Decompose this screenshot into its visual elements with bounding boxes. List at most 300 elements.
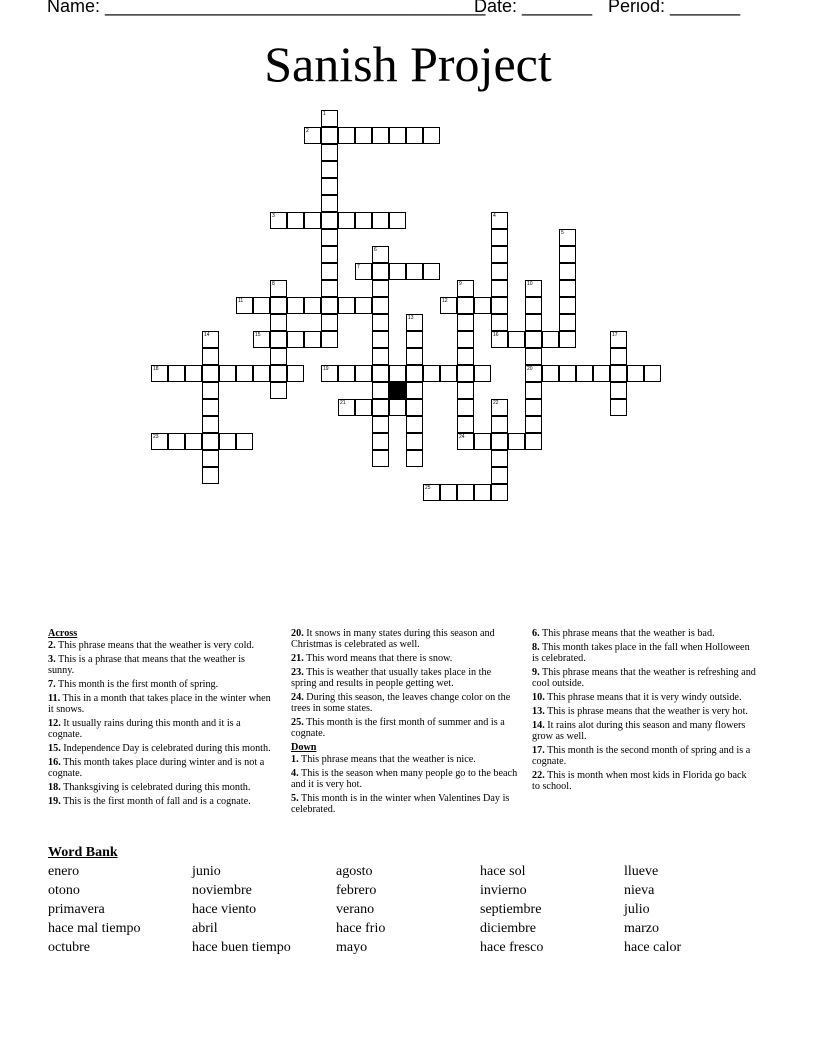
grid-cell[interactable] <box>491 399 508 416</box>
clue-text: This phrase means that the weather is bad. <box>542 628 715 639</box>
clue-number: 2. <box>48 640 56 651</box>
grid-cell[interactable] <box>338 365 355 382</box>
clue-number: 8 <box>272 281 275 287</box>
clue-text: This month is the first month of spring. <box>58 679 219 690</box>
down-clue <box>532 692 756 703</box>
grid-cell[interactable] <box>287 297 304 314</box>
down-clue <box>532 706 756 717</box>
grid-cell[interactable] <box>321 212 338 229</box>
clue-number: 19 <box>323 366 329 372</box>
grid-cell[interactable] <box>270 314 287 331</box>
black-cell <box>389 382 406 399</box>
grid-cell[interactable] <box>321 161 338 178</box>
grid-cell[interactable] <box>389 399 406 416</box>
grid-cell[interactable] <box>508 433 525 450</box>
grid-cell[interactable] <box>559 365 576 382</box>
grid-cell[interactable] <box>355 365 372 382</box>
grid-cell[interactable] <box>372 280 389 297</box>
grid-cell[interactable] <box>372 382 389 399</box>
grid-cell[interactable] <box>491 280 508 297</box>
grid-cell[interactable] <box>610 399 627 416</box>
clue-text: This phrase means that it is very windy outside. <box>547 692 742 703</box>
clue-number: 6 <box>374 247 377 253</box>
grid-cell[interactable] <box>610 331 627 348</box>
word-bank-row <box>48 940 768 959</box>
grid-cell[interactable] <box>270 365 287 382</box>
grid-cell[interactable] <box>457 365 474 382</box>
grid-cell[interactable] <box>491 416 508 433</box>
across-clue <box>48 743 273 754</box>
clue-number: 12 <box>442 298 448 304</box>
clue-number: 15. <box>48 743 61 754</box>
grid-cell[interactable] <box>270 297 287 314</box>
clue-number: 16 <box>493 332 499 338</box>
word-bank-word: otono <box>48 883 80 898</box>
grid-cell[interactable] <box>321 365 338 382</box>
clue-number: 7 <box>357 264 360 270</box>
clue-text: Independence Day is celebrated during this month. <box>63 743 271 754</box>
grid-cell[interactable] <box>406 365 423 382</box>
clue-number: 16. <box>48 757 61 768</box>
grid-cell[interactable] <box>372 399 389 416</box>
clue-number: 20 <box>527 366 533 372</box>
clue-number: 23. <box>291 667 304 678</box>
word-bank-word: verano <box>336 902 375 917</box>
grid-cell[interactable] <box>185 365 202 382</box>
clue-text: This phrase means that the weather is very cold. <box>58 640 255 651</box>
grid-cell[interactable] <box>474 297 491 314</box>
clue-number: 15 <box>255 332 261 338</box>
grid-cell[interactable] <box>627 365 644 382</box>
grid-cell[interactable] <box>474 484 491 501</box>
down-heading: Down <box>291 742 317 753</box>
word-bank-word: hace sol <box>480 864 526 879</box>
word-bank-row <box>48 864 768 883</box>
down-clue <box>532 770 756 792</box>
clue-text: This is the season when many people go to the beach and it is very hot. <box>291 768 518 790</box>
grid-cell[interactable] <box>372 450 389 467</box>
clue-number: 17. <box>532 745 545 756</box>
word-bank-word: hace calor <box>624 940 682 955</box>
grid-cell[interactable] <box>270 382 287 399</box>
grid-cell[interactable] <box>253 365 270 382</box>
grid-cell[interactable] <box>406 433 423 450</box>
grid-cell[interactable] <box>406 382 423 399</box>
grid-cell[interactable] <box>304 331 321 348</box>
clue-text: This word means that there is snow. <box>306 653 453 664</box>
grid-cell[interactable] <box>491 263 508 280</box>
word-bank-row <box>48 902 768 921</box>
grid-cell[interactable] <box>202 399 219 416</box>
grid-cell[interactable] <box>202 433 219 450</box>
clue-text: This is month when most kids in Florida go back to school. <box>532 770 747 792</box>
grid-cell[interactable] <box>559 246 576 263</box>
grid-cell[interactable] <box>457 484 474 501</box>
clue-text: This in a month that takes place in the winter when it snows. <box>48 693 271 715</box>
down-clue <box>291 793 518 815</box>
across-clue <box>48 693 273 715</box>
clues-column-3 <box>532 628 756 795</box>
clue-number: 1 <box>323 111 326 117</box>
grid-cell[interactable] <box>406 348 423 365</box>
grid-cell[interactable] <box>406 450 423 467</box>
grid-cell[interactable] <box>508 331 525 348</box>
grid-cell[interactable] <box>525 416 542 433</box>
grid-cell[interactable] <box>491 297 508 314</box>
word-bank-word: hace frio <box>336 921 386 936</box>
clue-number: 22 <box>493 400 499 406</box>
word-bank-word: mayo <box>336 940 368 955</box>
grid-cell[interactable] <box>253 297 270 314</box>
grid-cell[interactable] <box>406 263 423 280</box>
clue-number: 20. <box>291 628 304 639</box>
grid-cell[interactable] <box>457 433 474 450</box>
grid-cell[interactable] <box>406 127 423 144</box>
across-clue <box>48 782 273 793</box>
grid-cell[interactable] <box>406 416 423 433</box>
grid-cell[interactable] <box>457 416 474 433</box>
word-bank-word: primavera <box>48 902 105 917</box>
grid-cell[interactable] <box>610 365 627 382</box>
grid-cell[interactable] <box>559 280 576 297</box>
word-bank <box>48 864 768 959</box>
clue-number: 25 <box>425 485 431 491</box>
grid-cell[interactable] <box>321 144 338 161</box>
across-clue <box>48 679 273 690</box>
word-bank-word: julio <box>624 902 650 917</box>
grid-cell[interactable] <box>236 297 253 314</box>
clue-number: 9. <box>532 667 540 678</box>
down-clue <box>291 768 518 790</box>
grid-cell[interactable] <box>525 365 542 382</box>
grid-cell[interactable] <box>372 263 389 280</box>
grid-cell[interactable] <box>559 229 576 246</box>
word-bank-word: agosto <box>336 864 373 879</box>
down-clue <box>532 642 756 664</box>
grid-cell[interactable] <box>321 280 338 297</box>
clue-number: 4 <box>493 213 496 219</box>
grid-cell[interactable] <box>151 433 168 450</box>
grid-cell[interactable] <box>287 212 304 229</box>
grid-cell[interactable] <box>338 297 355 314</box>
grid-cell[interactable] <box>491 467 508 484</box>
grid-cell[interactable] <box>270 280 287 297</box>
grid-cell[interactable] <box>372 246 389 263</box>
grid-cell[interactable] <box>321 178 338 195</box>
clue-text: This is weather that usually takes place in the spring and results in people getting wet. <box>291 667 492 689</box>
grid-cell[interactable] <box>372 365 389 382</box>
grid-cell[interactable] <box>355 297 372 314</box>
grid-cell[interactable] <box>457 348 474 365</box>
across-clue <box>291 653 518 664</box>
grid-cell[interactable] <box>355 127 372 144</box>
clue-number: 11. <box>48 693 61 704</box>
grid-cell[interactable] <box>457 280 474 297</box>
grid-cell[interactable] <box>525 348 542 365</box>
clue-text: This is the first month of fall and is a cognate. <box>63 796 251 807</box>
grid-cell[interactable] <box>610 348 627 365</box>
grid-cell[interactable] <box>321 246 338 263</box>
grid-cell[interactable] <box>338 212 355 229</box>
clue-text: During this season, the leaves change color on the trees in some states. <box>291 692 511 714</box>
down-clue <box>532 720 756 742</box>
grid-cell[interactable] <box>168 433 185 450</box>
clue-text: This month takes place in the fall when Holloween is celebrated. <box>532 642 750 664</box>
clue-number: 9 <box>459 281 462 287</box>
grid-cell[interactable] <box>372 127 389 144</box>
word-bank-word: diciembre <box>480 921 536 936</box>
clue-text: It snows in many states during this season and Christmas is celebrated as well. <box>291 628 495 650</box>
grid-cell[interactable] <box>355 212 372 229</box>
grid-cell[interactable] <box>474 365 491 382</box>
word-bank-word: noviembre <box>192 883 252 898</box>
across-clue <box>48 757 273 779</box>
grid-cell[interactable] <box>423 365 440 382</box>
word-bank-word: hace buen tiempo <box>192 940 291 955</box>
grid-cell[interactable] <box>389 365 406 382</box>
word-bank-title: Word Bank <box>48 845 118 860</box>
grid-cell[interactable] <box>542 331 559 348</box>
word-bank-row <box>48 883 768 902</box>
grid-cell[interactable] <box>525 399 542 416</box>
word-bank-word: llueve <box>624 864 659 879</box>
grid-cell[interactable] <box>610 382 627 399</box>
clue-text: It rains alot during this season and many flowers grow as well. <box>532 720 746 742</box>
clue-number: 25. <box>291 717 304 728</box>
clue-number: 14 <box>204 332 210 338</box>
clue-number: 5. <box>291 793 299 804</box>
clue-number: 3. <box>48 654 56 665</box>
grid-cell[interactable] <box>355 263 372 280</box>
word-bank-word: octubre <box>48 940 90 955</box>
grid-cell[interactable] <box>491 433 508 450</box>
clue-number: 8. <box>532 642 540 653</box>
grid-cell[interactable] <box>372 314 389 331</box>
word-bank-word: nieva <box>624 883 655 898</box>
grid-cell[interactable] <box>321 331 338 348</box>
clue-number: 19. <box>48 796 61 807</box>
across-clue <box>48 796 273 807</box>
clue-number: 5 <box>561 230 564 236</box>
grid-cell[interactable] <box>321 263 338 280</box>
clue-number: 21 <box>340 400 346 406</box>
clue-text: It usually rains during this month and it is a cognate. <box>48 718 241 740</box>
grid-cell[interactable] <box>304 127 321 144</box>
grid-cell[interactable] <box>372 297 389 314</box>
grid-cell[interactable] <box>457 297 474 314</box>
grid-cell[interactable] <box>185 433 202 450</box>
across-heading: Across <box>48 628 78 639</box>
grid-cell[interactable] <box>202 450 219 467</box>
grid-cell[interactable] <box>389 127 406 144</box>
grid-cell[interactable] <box>525 382 542 399</box>
grid-cell[interactable] <box>406 399 423 416</box>
grid-cell[interactable] <box>423 127 440 144</box>
grid-cell[interactable] <box>457 314 474 331</box>
grid-cell[interactable] <box>491 229 508 246</box>
grid-cell[interactable] <box>304 212 321 229</box>
clue-text: This is a phrase that means that the weather is sunny. <box>48 654 246 676</box>
down-clue <box>532 628 756 639</box>
word-bank-word: hace mal tiempo <box>48 921 141 936</box>
grid-cell[interactable] <box>304 297 321 314</box>
grid-cell[interactable] <box>406 314 423 331</box>
grid-cell[interactable] <box>372 331 389 348</box>
grid-cell[interactable] <box>321 127 338 144</box>
down-clue <box>532 745 756 767</box>
grid-cell[interactable] <box>151 365 168 382</box>
clue-number: 12. <box>48 718 61 729</box>
grid-cell[interactable] <box>372 416 389 433</box>
clue-number: 18. <box>48 782 61 793</box>
grid-cell[interactable] <box>559 314 576 331</box>
grid-cell[interactable] <box>236 365 253 382</box>
grid-cell[interactable] <box>321 297 338 314</box>
grid-cell[interactable] <box>287 365 304 382</box>
clue-number: 24. <box>291 692 304 703</box>
grid-cell[interactable] <box>202 382 219 399</box>
clue-number: 18 <box>153 366 159 372</box>
grid-cell[interactable] <box>457 382 474 399</box>
grid-cell[interactable] <box>474 433 491 450</box>
word-bank-word: hace viento <box>192 902 257 917</box>
clue-number: 13 <box>408 315 414 321</box>
clue-text: Thanksgiving is celebrated during this month. <box>63 782 251 793</box>
grid-cell[interactable] <box>576 365 593 382</box>
clue-number: 24 <box>459 434 465 440</box>
grid-cell[interactable] <box>202 348 219 365</box>
across-clue <box>291 692 518 714</box>
grid-cell[interactable] <box>355 399 372 416</box>
grid-cell[interactable] <box>559 331 576 348</box>
grid-cell[interactable] <box>457 399 474 416</box>
word-bank-row <box>48 921 768 940</box>
clue-number: 13. <box>532 706 545 717</box>
grid-cell[interactable] <box>525 314 542 331</box>
clue-text: This month takes place during winter and is not a cognate. <box>48 757 265 779</box>
word-bank-word: septiembre <box>480 902 542 917</box>
across-clue <box>48 640 273 651</box>
grid-cell[interactable] <box>219 365 236 382</box>
down-clue <box>532 667 756 689</box>
grid-cell[interactable] <box>457 331 474 348</box>
grid-cell[interactable] <box>491 314 508 331</box>
clue-number: 11 <box>238 298 244 304</box>
across-clue <box>48 654 273 676</box>
grid-cell[interactable] <box>525 280 542 297</box>
period-field[interactable]: Period: _______ <box>608 0 741 16</box>
word-bank-word: marzo <box>624 921 659 936</box>
clue-number: 21. <box>291 653 304 664</box>
clues-column-2 <box>291 628 518 818</box>
grid-cell[interactable] <box>491 331 508 348</box>
clue-number: 14. <box>532 720 545 731</box>
grid-cell[interactable] <box>491 212 508 229</box>
grid-cell[interactable] <box>559 263 576 280</box>
grid-cell[interactable] <box>644 365 661 382</box>
across-clue <box>48 718 273 740</box>
grid-cell[interactable] <box>423 484 440 501</box>
grid-cell[interactable] <box>321 229 338 246</box>
grid-cell[interactable] <box>559 297 576 314</box>
grid-cell[interactable] <box>321 110 338 127</box>
grid-cell[interactable] <box>389 212 406 229</box>
word-bank-word: junio <box>192 864 221 879</box>
grid-cell[interactable] <box>270 348 287 365</box>
clue-text: This phrase means that the weather is refreshing and cool outside. <box>532 667 756 689</box>
grid-cell[interactable] <box>491 246 508 263</box>
grid-cell[interactable] <box>440 484 457 501</box>
grid-cell[interactable] <box>270 331 287 348</box>
clue-number: 4. <box>291 768 299 779</box>
clue-number: 10 <box>527 281 533 287</box>
grid-cell[interactable] <box>321 314 338 331</box>
grid-cell[interactable] <box>542 365 559 382</box>
grid-cell[interactable] <box>406 331 423 348</box>
across-clue <box>291 717 518 739</box>
clue-number: 10. <box>532 692 545 703</box>
grid-cell[interactable] <box>423 263 440 280</box>
clue-text: This phrase means that the weather is nice. <box>301 754 476 765</box>
grid-cell[interactable] <box>236 433 253 450</box>
clue-text: This is phrase means that the weather is very hot. <box>547 706 748 717</box>
clue-number: 2 <box>306 128 309 134</box>
word-bank-word: febrero <box>336 883 377 898</box>
word-bank-word: hace fresco <box>480 940 544 955</box>
word-bank-word: abril <box>192 921 218 936</box>
clue-number: 6. <box>532 628 540 639</box>
grid-cell[interactable] <box>440 297 457 314</box>
grid-cell[interactable] <box>372 348 389 365</box>
grid-cell[interactable] <box>491 484 508 501</box>
clue-number: 17 <box>612 332 618 338</box>
word-bank-word: enero <box>48 864 80 879</box>
grid-cell[interactable] <box>525 433 542 450</box>
grid-cell[interactable] <box>253 331 270 348</box>
down-clue <box>291 754 518 765</box>
clue-text: This month is in the winter when Valentines Day is celebrated. <box>291 793 510 815</box>
name-field[interactable]: Name: ______________________________________ <box>47 0 486 16</box>
clue-number: 1. <box>291 754 299 765</box>
word-bank-word: invierno <box>480 883 527 898</box>
grid-cell[interactable] <box>270 212 287 229</box>
grid-cell[interactable] <box>219 433 236 450</box>
grid-cell[interactable] <box>338 399 355 416</box>
grid-cell[interactable] <box>202 467 219 484</box>
grid-cell[interactable] <box>372 212 389 229</box>
grid-cell[interactable] <box>372 433 389 450</box>
date-field[interactable]: Date: _______ <box>474 0 593 16</box>
clue-number: 3 <box>272 213 275 219</box>
across-clue <box>291 667 518 689</box>
grid-cell[interactable] <box>202 416 219 433</box>
grid-cell[interactable] <box>321 195 338 212</box>
clue-text: This month is the first month of summer and is a cognate. <box>291 717 505 739</box>
page-title: Sanish Project <box>264 36 552 92</box>
grid-cell[interactable] <box>525 331 542 348</box>
grid-cell[interactable] <box>491 450 508 467</box>
grid-cell[interactable] <box>593 365 610 382</box>
grid-cell[interactable] <box>202 365 219 382</box>
grid-cell[interactable] <box>338 127 355 144</box>
grid-cell[interactable] <box>440 365 457 382</box>
clue-text: This month is the second month of spring and is a cognate. <box>532 745 751 767</box>
grid-cell[interactable] <box>202 331 219 348</box>
grid-cell[interactable] <box>525 297 542 314</box>
grid-cell[interactable] <box>287 331 304 348</box>
grid-cell[interactable] <box>389 263 406 280</box>
grid-cell[interactable] <box>168 365 185 382</box>
